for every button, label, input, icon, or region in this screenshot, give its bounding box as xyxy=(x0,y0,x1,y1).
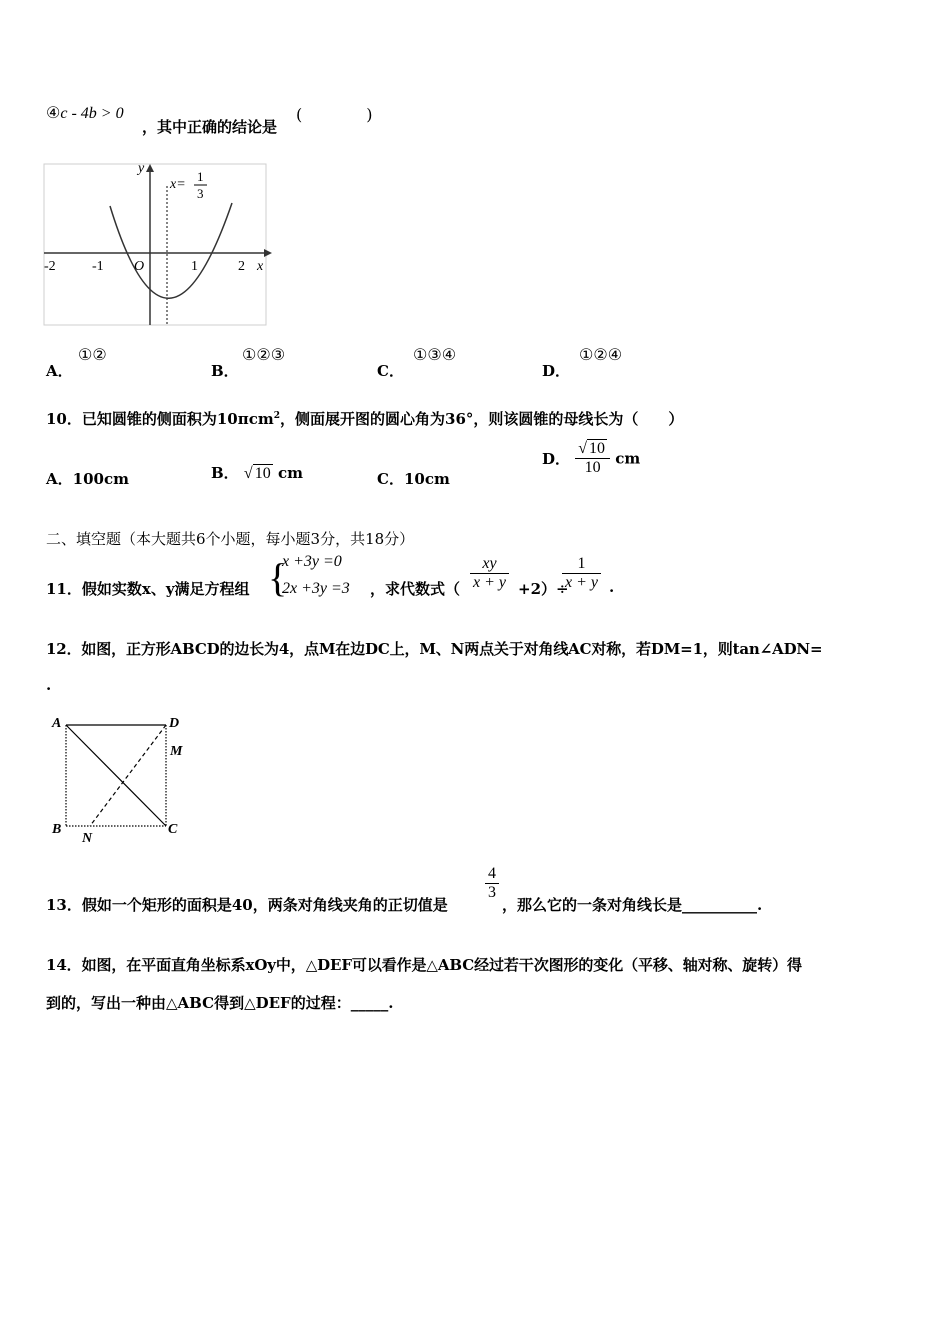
q11-fraction-2-num: 1 xyxy=(577,555,586,572)
q11-end: . xyxy=(609,578,615,596)
label-b: B xyxy=(52,822,62,837)
q9-stem-text: ，其中正确的结论是 xyxy=(142,118,278,136)
q12-line2: . xyxy=(46,676,52,694)
q9-option-b-value: ①②③ xyxy=(242,347,286,364)
q11-plus2: +2）÷ xyxy=(518,580,569,598)
symmetry-axis-den: 3 xyxy=(197,186,204,201)
q10-option-b-radicand: 10 xyxy=(254,465,271,482)
q9-condition-expr: c - 4b > 0 xyxy=(60,105,124,122)
q10-option-a xyxy=(46,468,129,489)
q11-fraction-1-den: x + y xyxy=(470,573,509,592)
tick-label-neg2: -2 xyxy=(44,259,56,274)
q9-option-d-value: ①②④ xyxy=(579,347,623,364)
symmetry-axis-num: 1 xyxy=(197,169,204,184)
q11-fraction-1-num: xy xyxy=(482,555,497,572)
q9-option-b-letter: B． xyxy=(211,362,239,380)
label-m: M xyxy=(170,744,183,759)
label-n: N xyxy=(82,831,93,846)
q10-stem xyxy=(46,408,683,429)
tick-label-neg1: -1 xyxy=(92,259,104,274)
q9-condition-num: ④ xyxy=(46,105,61,122)
x-axis-arrow xyxy=(264,249,272,257)
q10-stem-sup: 2 xyxy=(273,411,280,421)
q11-eq2: 2x +3y =3 xyxy=(282,580,350,597)
q11-fraction-2 xyxy=(562,555,601,592)
y-axis-arrow xyxy=(146,164,154,172)
q10-option-c-letter: C． xyxy=(377,470,404,488)
label-c: C xyxy=(168,822,178,837)
q10-option-c xyxy=(377,468,450,489)
q10-option-a-value: 100cm xyxy=(72,470,129,488)
q11-fraction-1 xyxy=(470,555,509,592)
square-diagram xyxy=(48,710,193,846)
parabola-curve xyxy=(110,203,232,298)
tick-label-2: 2 xyxy=(238,259,245,274)
label-d: D xyxy=(169,716,180,731)
q12-line1: 12．如图，正方形ABCD的边长为4，点M在边DC上，M、N两点关于对角线AC对称，若DM=1，则tan∠ADN= xyxy=(46,640,823,658)
q9-option-a-value: ①② xyxy=(78,347,107,364)
q10-stem-a: 10．已知圆锥的侧面积为10πcm xyxy=(46,410,274,428)
label-a: A xyxy=(52,716,62,731)
symmetry-axis-label: x= xyxy=(170,177,186,192)
origin-label: O xyxy=(134,259,145,274)
q11-prefix: 11．假如实数x、y满足方程组 xyxy=(46,580,250,598)
q10-option-d-unit: cm xyxy=(615,449,641,468)
q13-suffix: ，那么它的一条对角线长是__________. xyxy=(502,896,763,914)
q10-stem-b: ，侧面展开图的圆心角为36°，则该圆锥的母线长为（ ） xyxy=(280,410,684,428)
q10-option-c-value: 10cm xyxy=(403,470,450,488)
tick-label-1: 1 xyxy=(191,259,198,274)
q11-system-brace: { xyxy=(268,555,288,600)
q13-fraction-den: 3 xyxy=(485,883,499,902)
q10-option-a-letter: A． xyxy=(46,470,73,488)
q13-prefix: 13．假如一个矩形的面积是40，两条对角线夹角的正切值是 xyxy=(46,896,448,914)
q10-option-d-fraction: $\frac{√ 10}{10}$ xyxy=(575,440,610,477)
q13-fraction xyxy=(485,865,499,902)
q11-fraction-2-den: x + y xyxy=(562,573,601,592)
y-label: y xyxy=(138,161,145,176)
q10-option-d-radicand: 10 xyxy=(589,440,606,457)
q9-option-a-letter: A． xyxy=(46,362,73,380)
q9-bracket: ( ) xyxy=(296,105,373,124)
q10-option-b xyxy=(211,462,303,483)
q11-eq1: x +3y =0 xyxy=(282,553,342,570)
q11-mid: ，求代数式（ xyxy=(370,580,461,598)
parabola-graph xyxy=(42,156,272,328)
q14-line1: 14．如图，在平面直角坐标系xOy中，△DEF可以看作是△ABC经过若干次图形的变化（平移、轴对称、旋转）得 xyxy=(46,956,802,974)
q10-option-d-letter: D． xyxy=(542,450,571,468)
q10-option-b-unit: cm xyxy=(277,464,303,482)
q10-option-d-denominator: 10 xyxy=(575,458,610,477)
q9-condition xyxy=(46,103,124,123)
q10-option-b-sqrt: √ 10 xyxy=(243,465,271,482)
section-2-heading: 二、填空题（本大题共6个小题，每小题3分，共18分） xyxy=(46,530,415,548)
graph-frame xyxy=(44,164,266,325)
q9-option-d-letter: D． xyxy=(542,362,571,380)
segment-dn xyxy=(90,725,166,826)
q10-option-d xyxy=(542,440,640,477)
q13-fraction-num: 4 xyxy=(488,865,496,882)
x-label: x xyxy=(257,259,264,274)
q9-option-c-value: ①③④ xyxy=(413,347,457,364)
q9-option-c-letter: C． xyxy=(377,362,404,380)
q10-option-b-letter: B． xyxy=(211,464,239,482)
q14-line2: 到的，写出一种由△ABC得到△DEF的过程：_____. xyxy=(46,994,394,1012)
diagonal-ac xyxy=(66,725,166,826)
